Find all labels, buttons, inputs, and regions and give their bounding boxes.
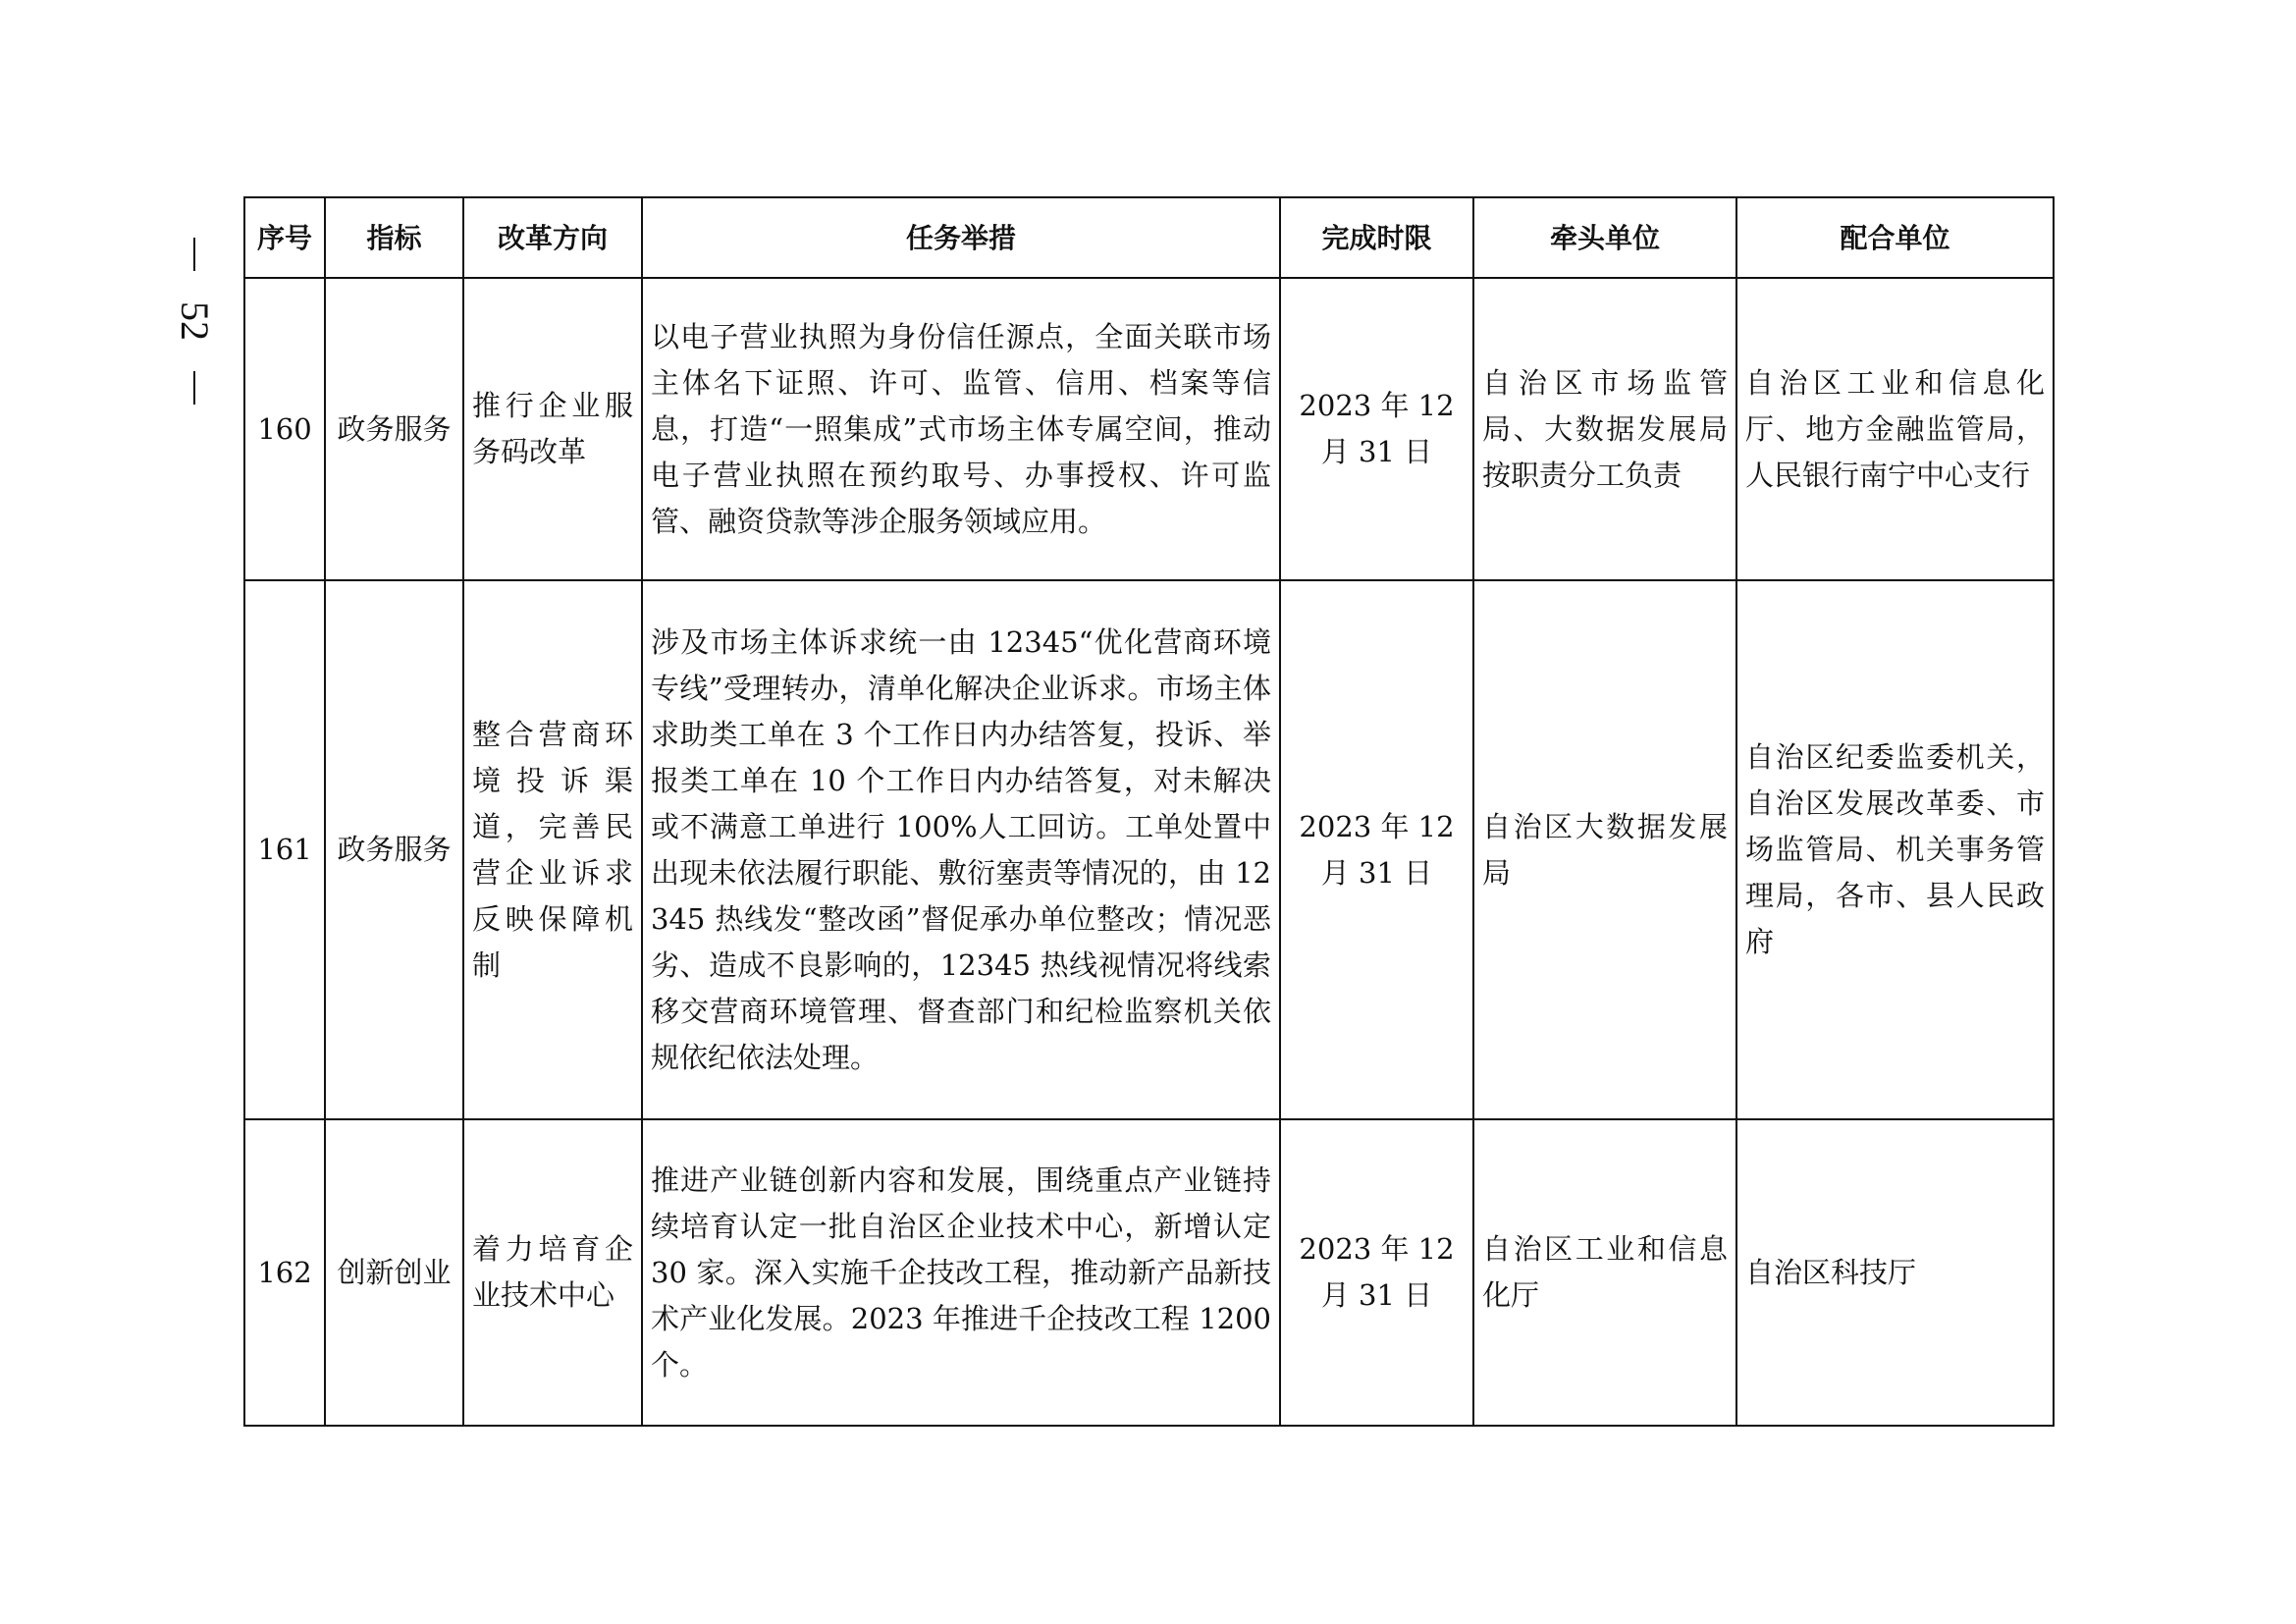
cell-indicator: 政务服务 bbox=[325, 278, 463, 580]
table-row bbox=[244, 1119, 2054, 1426]
cell-support: 自治区工业和信息化厅、地方金融监管局，人民银行南宁中心支行 bbox=[1736, 278, 2054, 580]
cell-lead: 自治区市场监管局、大数据发展局按职责分工负责 bbox=[1473, 278, 1736, 580]
task-table bbox=[243, 196, 2055, 1427]
header-indicator: 指标 bbox=[325, 197, 463, 278]
header-direction: 改革方向 bbox=[463, 197, 642, 278]
table-row bbox=[244, 580, 2054, 1119]
cell-support: 自治区纪委监委机关，自治区发展改革委、市场监管局、机关事务管理局，各市、县人民政府 bbox=[1736, 580, 2054, 1119]
cell-support: 自治区科技厅 bbox=[1736, 1119, 2054, 1426]
cell-measures: 涉及市场主体诉求统一由 12345“优化营商环境专线”受理转办，清单化解决企业诉求。市场主体求助类工单在 3 个工作日内办结答复，投诉、举报类工单在 10 个工作日内办结答复，对未解决或不满意工单进行 100%人工回访。工单处置中出现未依法履行职能、敷衍塞责等情况的，由 12345 热线发“整改函”督促承办单位整改；情况恶劣、造成不良影响的，12345 热线视情况将线索移交营商环境管理、督查部门和纪检监察机关依规依纪依法处理。 bbox=[642, 580, 1280, 1119]
header-lead: 牵头单位 bbox=[1473, 197, 1736, 278]
cell-direction: 推行企业服务码改革 bbox=[463, 278, 642, 580]
page-number-dash-top bbox=[193, 238, 195, 271]
page-number-dash-bottom bbox=[193, 371, 195, 405]
cell-indicator: 创新创业 bbox=[325, 1119, 463, 1426]
cell-measures: 以电子营业执照为身份信任源点，全面关联市场主体名下证照、许可、监管、信用、档案等信息，打造“一照集成”式市场主体专属空间，推动电子营业执照在预约取号、办事授权、许可监管、融资贷款等涉企服务领域应用。 bbox=[642, 278, 1280, 580]
table-row bbox=[244, 278, 2054, 580]
page-number-text: 52 bbox=[173, 301, 217, 341]
cell-lead: 自治区工业和信息化厅 bbox=[1473, 1119, 1736, 1426]
cell-seq: 160 bbox=[244, 278, 325, 580]
header-seq: 序号 bbox=[244, 197, 325, 278]
header-deadline: 完成时限 bbox=[1280, 197, 1473, 278]
header-support: 配合单位 bbox=[1736, 197, 2054, 278]
cell-deadline: 2023 年 12 月 31 日 bbox=[1280, 1119, 1473, 1426]
cell-deadline: 2023 年 12 月 31 日 bbox=[1280, 580, 1473, 1119]
cell-seq: 161 bbox=[244, 580, 325, 1119]
page-number bbox=[165, 238, 224, 405]
cell-seq: 162 bbox=[244, 1119, 325, 1426]
cell-deadline: 2023 年 12 月 31 日 bbox=[1280, 278, 1473, 580]
cell-lead: 自治区大数据发展局 bbox=[1473, 580, 1736, 1119]
cell-measures: 推进产业链创新内容和发展，围绕重点产业链持续培育认定一批自治区企业技术中心，新增认定 30 家。深入实施千企技改工程，推动新产品新技术产业化发展。2023 年推进千企技改工程 1200 个。 bbox=[642, 1119, 1280, 1426]
header-measures: 任务举措 bbox=[642, 197, 1280, 278]
table-header-row bbox=[244, 197, 2054, 278]
cell-indicator: 政务服务 bbox=[325, 580, 463, 1119]
cell-direction: 整合营商环境投诉渠道，完善民营企业诉求反映保障机制 bbox=[463, 580, 642, 1119]
cell-direction: 着力培育企业技术中心 bbox=[463, 1119, 642, 1426]
